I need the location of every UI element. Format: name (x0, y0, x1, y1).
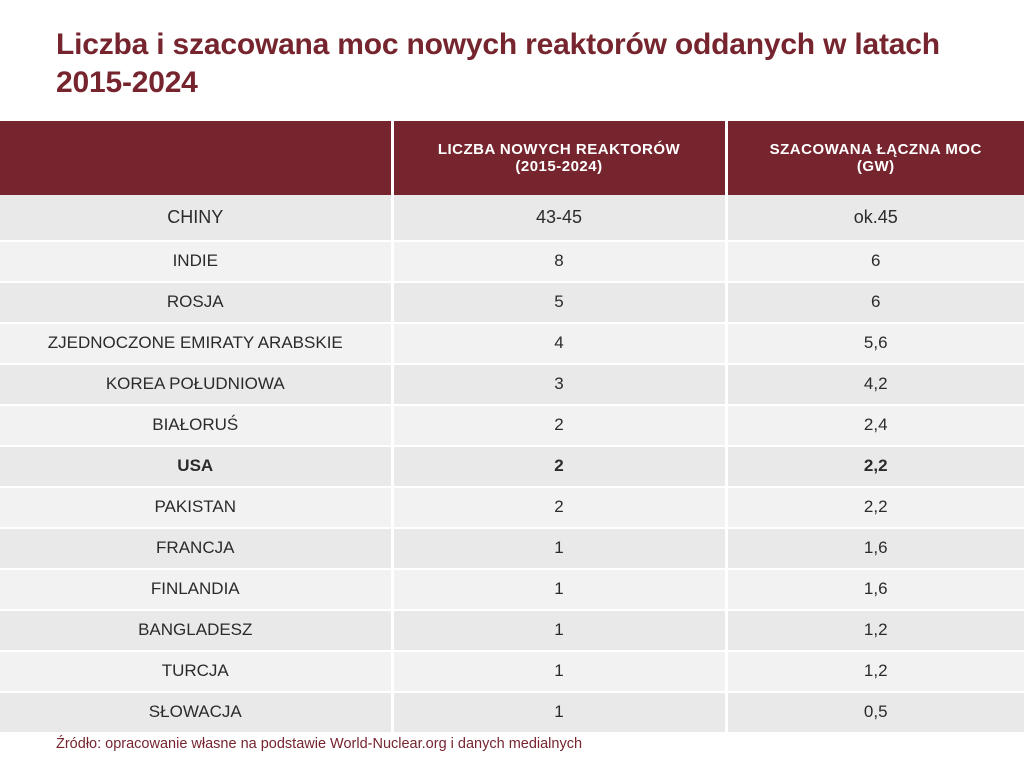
cell-country: SŁOWACJA (0, 692, 392, 733)
cell-country: USA (0, 446, 392, 487)
table-row (0, 446, 1024, 487)
reactors-table (0, 121, 1024, 734)
cell-reactor-count: 2 (392, 487, 726, 528)
cell-power: 2,2 (726, 487, 1024, 528)
table-row (0, 241, 1024, 282)
cell-reactor-count: 2 (392, 405, 726, 446)
table-row (0, 323, 1024, 364)
table-row (0, 528, 1024, 569)
cell-power: 2,2 (726, 446, 1024, 487)
table-header (0, 121, 1024, 195)
table-row (0, 364, 1024, 405)
cell-reactor-count: 1 (392, 528, 726, 569)
cell-reactor-count: 2 (392, 446, 726, 487)
source-note: Źródło: opracowanie własne na podstawie World-Nuclear.org i danych medialnych (56, 736, 583, 752)
cell-power: 1,2 (726, 610, 1024, 651)
cell-power: 6 (726, 241, 1024, 282)
table-container (0, 121, 1024, 734)
table-row (0, 692, 1024, 733)
table-row (0, 487, 1024, 528)
cell-power: 1,6 (726, 569, 1024, 610)
table-row (0, 405, 1024, 446)
cell-power: 2,4 (726, 405, 1024, 446)
cell-power: 5,6 (726, 323, 1024, 364)
cell-country: FRANCJA (0, 528, 392, 569)
page-title: Liczba i szacowana moc nowych reaktorów oddanych w latach 2015-2024 (56, 28, 940, 100)
table-row (0, 651, 1024, 692)
cell-reactor-count: 1 (392, 610, 726, 651)
table-row (0, 569, 1024, 610)
table-body (0, 195, 1024, 733)
cell-reactor-count: 8 (392, 241, 726, 282)
cell-power: ok.45 (726, 195, 1024, 241)
cell-power: 1,6 (726, 528, 1024, 569)
column-header-count-line2: (2015-2024) (515, 157, 603, 175)
column-header-count (392, 121, 726, 195)
cell-country: BANGLADESZ (0, 610, 392, 651)
column-header-count-line1: LICZBA NOWYCH REAKTORÓW (437, 140, 681, 158)
cell-country: ZJEDNOCZONE EMIRATY ARABSKIE (0, 323, 392, 364)
cell-reactor-count: 1 (392, 651, 726, 692)
cell-country: BIAŁORUŚ (0, 405, 392, 446)
cell-reactor-count: 1 (392, 569, 726, 610)
column-header-power-line1: SZACOWANA ŁĄCZNA MOC (769, 140, 982, 158)
cell-country: PAKISTAN (0, 487, 392, 528)
cell-reactor-count: 1 (392, 692, 726, 733)
cell-power: 6 (726, 282, 1024, 323)
cell-country: TURCJA (0, 651, 392, 692)
cell-country: INDIE (0, 241, 392, 282)
table-row (0, 282, 1024, 323)
column-header-power (726, 121, 1024, 195)
table-row (0, 195, 1024, 241)
column-header-power-line2: (GW) (856, 157, 895, 175)
cell-reactor-count: 4 (392, 323, 726, 364)
cell-reactor-count: 3 (392, 364, 726, 405)
cell-reactor-count: 5 (392, 282, 726, 323)
cell-country: ROSJA (0, 282, 392, 323)
table-row (0, 610, 1024, 651)
column-header-country (0, 121, 392, 195)
cell-reactor-count: 43-45 (392, 195, 726, 241)
cell-power: 1,2 (726, 651, 1024, 692)
table-header-row (0, 121, 1024, 195)
cell-country: CHINY (0, 195, 392, 241)
cell-power: 4,2 (726, 364, 1024, 405)
cell-country: KOREA POŁUDNIOWA (0, 364, 392, 405)
cell-power: 0,5 (726, 692, 1024, 733)
cell-country: FINLANDIA (0, 569, 392, 610)
